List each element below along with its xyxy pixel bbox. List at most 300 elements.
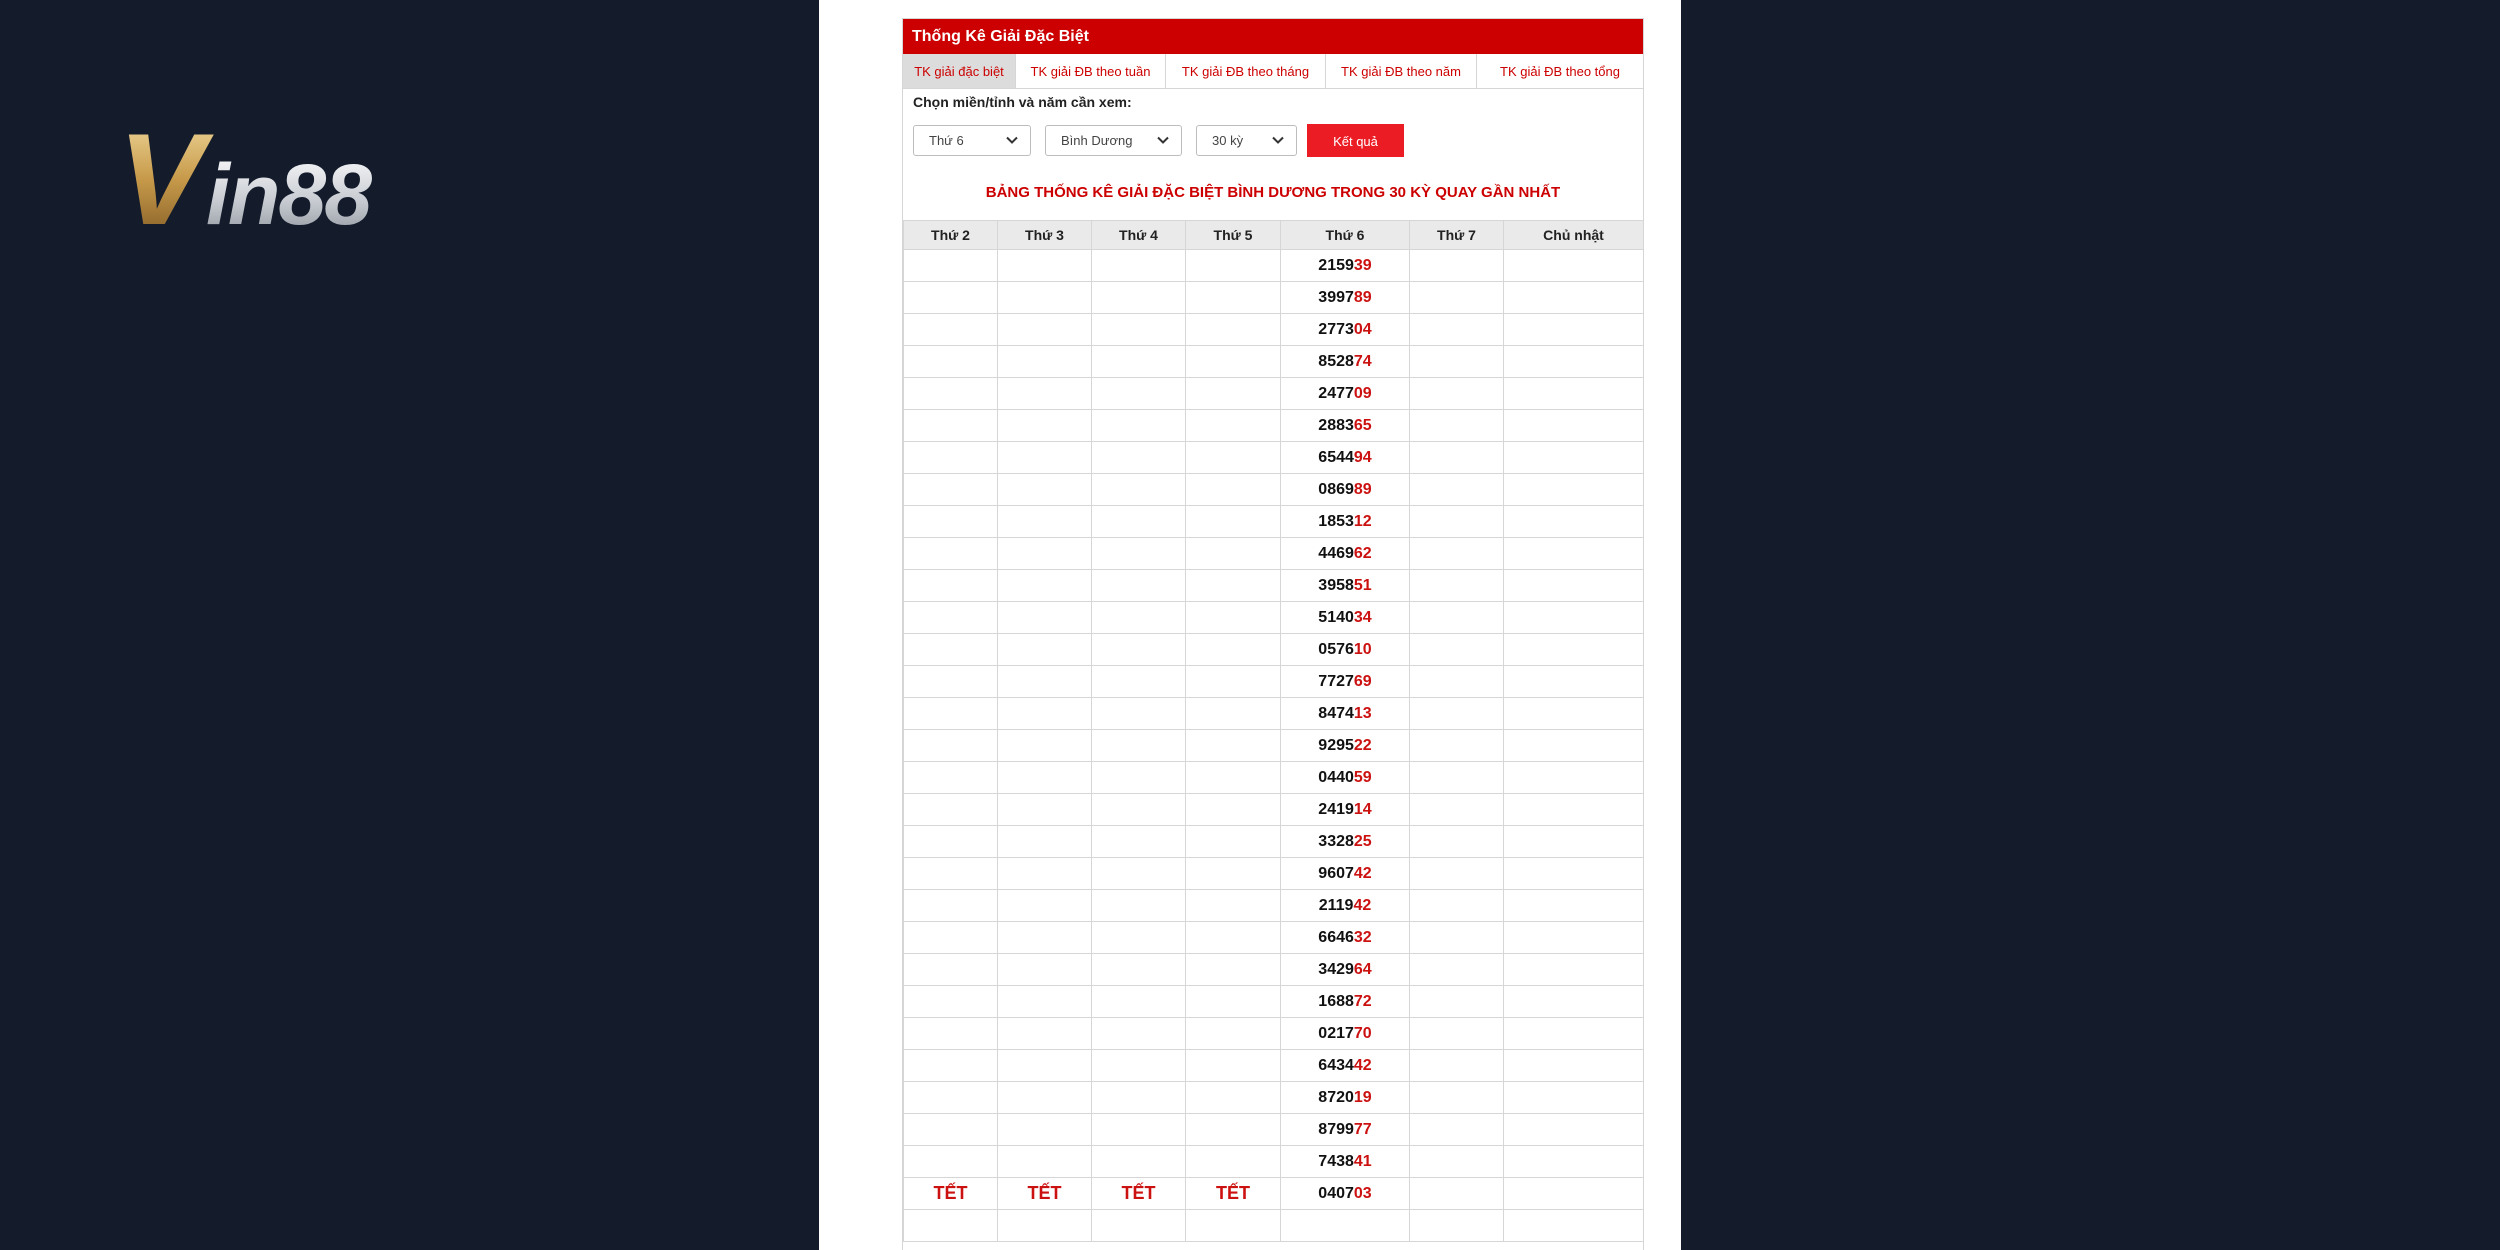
- table-cell: [998, 698, 1092, 730]
- table-cell: [1092, 442, 1186, 474]
- table-cell: [1504, 506, 1644, 538]
- result-number-head: 0407: [1318, 1184, 1354, 1202]
- table-cell: [1410, 442, 1504, 474]
- table-cell: [998, 442, 1092, 474]
- table-cell: [1186, 506, 1281, 538]
- table-cell: [1186, 570, 1281, 602]
- table-cell: [904, 666, 998, 698]
- result-number-head: 2159: [1318, 256, 1354, 274]
- table-cell: [1504, 602, 1644, 634]
- table-cell: [1504, 666, 1644, 698]
- column-header: Thứ 7: [1410, 221, 1504, 250]
- result-number-head: 1688: [1318, 992, 1354, 1010]
- table-cell: [1186, 1018, 1281, 1050]
- day-select-value: Thứ 6: [929, 133, 964, 148]
- tab-by-month[interactable]: TK giải ĐB theo tháng: [1166, 54, 1326, 88]
- tab-bar: [903, 54, 1643, 89]
- table-cell: [1281, 698, 1410, 730]
- table-cell: [904, 858, 998, 890]
- table-cell: [1281, 602, 1410, 634]
- table-cell: [904, 1146, 998, 1178]
- table-cell: [904, 698, 998, 730]
- table-cell: [1281, 922, 1410, 954]
- result-number-head: 4469: [1318, 544, 1354, 562]
- table-cell: [1092, 794, 1186, 826]
- result-number-head: 6434: [1318, 1056, 1354, 1074]
- table-cell: [1504, 954, 1644, 986]
- table-cell: [1186, 634, 1281, 666]
- table-cell: [904, 410, 998, 442]
- table-row: [904, 1082, 1644, 1114]
- table-cell: [1092, 890, 1186, 922]
- result-number-tail: 12: [1353, 512, 1372, 530]
- table-cell: [998, 954, 1092, 986]
- table-cell: [1092, 410, 1186, 442]
- result-number-tail: 34: [1353, 608, 1372, 626]
- table-cell: [998, 314, 1092, 346]
- table-cell: [1092, 954, 1186, 986]
- tab-by-total[interactable]: TK giải ĐB theo tổng: [1500, 63, 1620, 79]
- table-cell: [904, 602, 998, 634]
- period-select-value: 30 kỳ: [1212, 133, 1244, 148]
- table-cell: [1186, 890, 1281, 922]
- table-cell: [998, 762, 1092, 794]
- table-cell: [1504, 1018, 1644, 1050]
- result-number-head: 2883: [1318, 416, 1354, 434]
- chevron-down-icon: [1271, 133, 1285, 147]
- table-cell: [1410, 1210, 1504, 1242]
- result-number-tail: 03: [1353, 1184, 1372, 1202]
- result-number-tail: 13: [1353, 704, 1372, 722]
- table-cell: [1410, 1178, 1504, 1210]
- table-cell: [998, 730, 1092, 762]
- table-row: [904, 506, 1644, 538]
- result-number-head: 3958: [1318, 576, 1354, 594]
- result-number-tail: 09: [1353, 384, 1372, 402]
- table-cell: [1410, 410, 1504, 442]
- table-cell: [1410, 954, 1504, 986]
- table-cell: [904, 986, 998, 1018]
- table-cell: [998, 538, 1092, 570]
- column-header: Thứ 5: [1186, 221, 1281, 250]
- table-cell: [1410, 1082, 1504, 1114]
- table-cell: [1410, 570, 1504, 602]
- table-cell: [904, 570, 998, 602]
- table-cell: [998, 570, 1092, 602]
- table-row: [904, 250, 1644, 282]
- table-cell: [1281, 730, 1410, 762]
- table-cell: [904, 890, 998, 922]
- table-cell: [904, 826, 998, 858]
- table-cell: [1186, 602, 1281, 634]
- table-cell: [1186, 1210, 1281, 1242]
- table-cell: [1504, 250, 1644, 282]
- table-cell: [1504, 282, 1644, 314]
- table-cell: [1092, 730, 1186, 762]
- result-number-tail: 89: [1353, 288, 1372, 306]
- table-cell: [904, 282, 998, 314]
- table-cell: [1186, 1050, 1281, 1082]
- column-header: Thứ 4: [1092, 221, 1186, 250]
- table-cell: [1410, 666, 1504, 698]
- table-cell: [1410, 346, 1504, 378]
- table-cell: [1281, 794, 1410, 826]
- result-number-tail: 42: [1353, 1056, 1372, 1074]
- table-cell: [1410, 730, 1504, 762]
- result-number-tail: 04: [1353, 320, 1372, 338]
- table-row: [904, 378, 1644, 410]
- table-cell: [904, 1018, 998, 1050]
- table-cell: [1092, 1018, 1186, 1050]
- table-title: BẢNG THỐNG KÊ GIẢI ĐẶC BIỆT BÌNH DƯƠNG TRONG 30 KỲ QUAY GẦN NHẤT: [985, 184, 1561, 201]
- table-cell: [1504, 314, 1644, 346]
- result-number-head: 8474: [1318, 704, 1354, 722]
- table-row: [904, 1114, 1644, 1146]
- table-cell: [1410, 1050, 1504, 1082]
- table-cell: [1281, 442, 1410, 474]
- table-cell: [1410, 890, 1504, 922]
- table-cell: [1186, 1178, 1281, 1210]
- table-cell: [904, 762, 998, 794]
- result-number-tail: 25: [1353, 832, 1372, 850]
- table-cell: [1504, 1178, 1644, 1210]
- table-row: [904, 1050, 1644, 1082]
- table-cell: [1504, 1114, 1644, 1146]
- table-cell: [1281, 314, 1410, 346]
- table-header-row: [904, 221, 1644, 250]
- table-cell: [904, 634, 998, 666]
- vin88-logo: [118, 118, 488, 238]
- table-row: [904, 314, 1644, 346]
- table-cell: [1186, 826, 1281, 858]
- table-cell: [1410, 1114, 1504, 1146]
- result-number-tail: 10: [1353, 640, 1372, 658]
- table-cell: [1410, 858, 1504, 890]
- table-cell: [1504, 762, 1644, 794]
- table-cell: [1092, 474, 1186, 506]
- table-cell: [1281, 1018, 1410, 1050]
- result-number-head: 0217: [1318, 1024, 1354, 1042]
- table-row: [904, 1018, 1644, 1050]
- result-number-tail: 94: [1353, 448, 1372, 466]
- table-cell: [1092, 1146, 1186, 1178]
- column-header: Thứ 6: [1281, 221, 1410, 250]
- result-number-head: 5140: [1318, 608, 1354, 626]
- table-cell: [1504, 1082, 1644, 1114]
- table-cell: [1092, 602, 1186, 634]
- table-cell: [904, 538, 998, 570]
- table-cell: [1410, 634, 1504, 666]
- table-cell: [998, 1210, 1092, 1242]
- table-cell: [1186, 730, 1281, 762]
- table-cell: [1281, 666, 1410, 698]
- table-cell: [1504, 890, 1644, 922]
- table-cell: [904, 346, 998, 378]
- result-number-head: 2119: [1318, 896, 1354, 914]
- table-cell: [998, 986, 1092, 1018]
- table-row: [904, 442, 1644, 474]
- results-table: [903, 220, 1644, 1242]
- table-cell: [998, 1114, 1092, 1146]
- table-cell: [904, 506, 998, 538]
- table-cell: [998, 250, 1092, 282]
- table-cell: [998, 346, 1092, 378]
- province-select[interactable]: [1045, 125, 1182, 156]
- filter-label: Chọn miền/tỉnh và năm cần xem:: [913, 94, 1132, 110]
- tab-by-week[interactable]: TK giải ĐB theo tuần: [1016, 54, 1166, 88]
- result-number-head: 6646: [1318, 928, 1354, 946]
- result-number-head: 0869: [1318, 480, 1354, 498]
- table-cell: [1410, 698, 1504, 730]
- result-number-tail: 69: [1353, 672, 1372, 690]
- table-cell: [1092, 1114, 1186, 1146]
- result-number-tail: 65: [1353, 416, 1372, 434]
- table-row: [904, 986, 1644, 1018]
- table-cell: [1186, 922, 1281, 954]
- table-cell: [1504, 410, 1644, 442]
- table-row: [904, 890, 1644, 922]
- result-number-head: 9295: [1318, 736, 1354, 754]
- table-cell: [1504, 730, 1644, 762]
- table-cell: [1281, 570, 1410, 602]
- table-cell: [1281, 986, 1410, 1018]
- table-cell: [1092, 986, 1186, 1018]
- table-cell: [1092, 378, 1186, 410]
- table-cell: [904, 1210, 998, 1242]
- table-cell: [1186, 986, 1281, 1018]
- table-cell: [1281, 762, 1410, 794]
- table-cell: [1186, 1146, 1281, 1178]
- table-cell: [904, 474, 998, 506]
- table-cell: [1186, 378, 1281, 410]
- table-row: [904, 826, 1644, 858]
- table-cell: [1410, 794, 1504, 826]
- day-select[interactable]: [913, 125, 1031, 156]
- table-cell: [1504, 474, 1644, 506]
- table-cell: [1281, 538, 1410, 570]
- table-cell: [904, 250, 998, 282]
- result-number-tail: 77: [1353, 1120, 1372, 1138]
- chevron-down-icon: [1005, 133, 1019, 147]
- table-row: [904, 1146, 1644, 1178]
- tab-by-year[interactable]: TK giải ĐB theo năm: [1326, 54, 1477, 88]
- result-number-tail: 72: [1353, 992, 1372, 1010]
- tet-label: TẾT: [1027, 1183, 1062, 1203]
- table-row: [904, 762, 1644, 794]
- table-cell: [1092, 666, 1186, 698]
- table-cell: [1281, 1178, 1410, 1210]
- table-cell: [1186, 794, 1281, 826]
- table-cell: [1186, 410, 1281, 442]
- table-cell: [998, 1050, 1092, 1082]
- table-cell: [1410, 378, 1504, 410]
- table-cell: [1092, 506, 1186, 538]
- table-cell: [1504, 634, 1644, 666]
- result-number-tail: 70: [1353, 1024, 1372, 1042]
- period-select[interactable]: [1196, 125, 1297, 156]
- table-cell: [998, 634, 1092, 666]
- table-cell: [1504, 794, 1644, 826]
- table-cell: [904, 922, 998, 954]
- table-cell: [998, 1146, 1092, 1178]
- table-cell: [998, 1178, 1092, 1210]
- table-cell: [998, 602, 1092, 634]
- table-cell: [904, 442, 998, 474]
- table-cell: [998, 826, 1092, 858]
- table-cell: [1281, 858, 1410, 890]
- table-row: [904, 570, 1644, 602]
- table-cell: [1410, 826, 1504, 858]
- content-page: [819, 0, 1681, 1250]
- table-cell: [998, 378, 1092, 410]
- result-number-tail: 22: [1353, 736, 1372, 754]
- table-cell: [1186, 538, 1281, 570]
- table-row: [904, 730, 1644, 762]
- result-number-head: 3429: [1318, 960, 1354, 978]
- table-cell: [1281, 954, 1410, 986]
- table-cell: [1281, 1146, 1410, 1178]
- table-cell: [1186, 282, 1281, 314]
- result-number-tail: 41: [1353, 1152, 1372, 1170]
- table-row: [904, 922, 1644, 954]
- panel-title: Thống Kê Giải Đặc Biệt: [903, 19, 1643, 54]
- table-cell: [904, 1114, 998, 1146]
- table-cell: [1281, 506, 1410, 538]
- table-row: [904, 282, 1644, 314]
- table-cell: [998, 666, 1092, 698]
- result-number-head: 2773: [1318, 320, 1354, 338]
- table-row: [904, 538, 1644, 570]
- table-cell: [1092, 1082, 1186, 1114]
- tab-special-prize[interactable]: TK giải đặc biệt: [903, 54, 1016, 88]
- table-cell: [904, 730, 998, 762]
- result-number-tail: 42: [1353, 864, 1372, 882]
- table-cell: [1410, 314, 1504, 346]
- result-button[interactable]: Kết quả: [1307, 124, 1404, 157]
- stats-panel: [902, 18, 1644, 1250]
- table-cell: [998, 890, 1092, 922]
- table-cell: [1410, 1146, 1504, 1178]
- table-cell: [1186, 250, 1281, 282]
- table-cell: [1410, 538, 1504, 570]
- table-cell: [1186, 666, 1281, 698]
- table-cell: [1092, 1210, 1186, 1242]
- table-cell: [1504, 346, 1644, 378]
- table-cell: [1504, 698, 1644, 730]
- table-cell: [1410, 282, 1504, 314]
- table-row: [904, 602, 1644, 634]
- table-cell: [998, 282, 1092, 314]
- table-cell: [1092, 282, 1186, 314]
- table-cell: [1092, 314, 1186, 346]
- table-cell: [1410, 1018, 1504, 1050]
- result-number-head: 7438: [1318, 1152, 1354, 1170]
- table-cell: [1092, 1050, 1186, 1082]
- result-number-head: 6544: [1318, 448, 1354, 466]
- table-cell: [1504, 1146, 1644, 1178]
- result-number-tail: 74: [1353, 352, 1372, 370]
- table-cell: [904, 794, 998, 826]
- result-number-tail: 62: [1353, 544, 1372, 562]
- table-cell: [998, 506, 1092, 538]
- table-cell: [1092, 826, 1186, 858]
- table-cell: [998, 922, 1092, 954]
- table-cell: [1092, 762, 1186, 794]
- table-cell: [1092, 698, 1186, 730]
- table-cell: [998, 410, 1092, 442]
- table-cell: [1504, 826, 1644, 858]
- filter-row: [903, 112, 1643, 162]
- result-number-head: 9607: [1318, 864, 1354, 882]
- result-number-head: 2419: [1318, 800, 1354, 818]
- table-cell: [998, 474, 1092, 506]
- result-number-head: 3997: [1318, 288, 1354, 306]
- table-cell: [1186, 858, 1281, 890]
- table-cell: [1092, 570, 1186, 602]
- table-cell: [1281, 1114, 1410, 1146]
- table-cell: [1186, 1082, 1281, 1114]
- logo-text-vin: V: [118, 118, 205, 238]
- table-cell: [1410, 474, 1504, 506]
- table-row: [904, 346, 1644, 378]
- table-cell: [904, 1178, 998, 1210]
- table-cell: [998, 1082, 1092, 1114]
- table-row: [904, 794, 1644, 826]
- result-number-head: 3328: [1318, 832, 1354, 850]
- table-cell: [998, 794, 1092, 826]
- table-cell: [1281, 890, 1410, 922]
- result-number-head: 8720: [1318, 1088, 1354, 1106]
- table-cell: [1281, 826, 1410, 858]
- table-cell: [1092, 922, 1186, 954]
- result-number-head: 7727: [1318, 672, 1354, 690]
- table-cell: [1281, 474, 1410, 506]
- table-row: [904, 698, 1644, 730]
- table-cell: [1186, 698, 1281, 730]
- table-cell: [1504, 442, 1644, 474]
- tet-label: TẾT: [1121, 1183, 1156, 1203]
- chevron-down-icon: [1156, 133, 1170, 147]
- table-cell: [1092, 538, 1186, 570]
- result-number-tail: 89: [1353, 480, 1372, 498]
- table-row: [904, 1210, 1644, 1242]
- table-cell: [1186, 314, 1281, 346]
- table-cell: [998, 858, 1092, 890]
- table-cell: [1504, 378, 1644, 410]
- result-number-tail: 19: [1353, 1088, 1372, 1106]
- table-cell: [1281, 634, 1410, 666]
- table-cell: [1186, 346, 1281, 378]
- table-cell: [1504, 570, 1644, 602]
- table-cell: [1186, 442, 1281, 474]
- table-cell: [1092, 250, 1186, 282]
- table-cell: [1186, 474, 1281, 506]
- table-cell: [1186, 762, 1281, 794]
- logo-text-rest: in88: [206, 147, 371, 238]
- table-row: [904, 954, 1644, 986]
- table-cell: [1281, 1082, 1410, 1114]
- table-cell: [998, 1018, 1092, 1050]
- table-cell: [1186, 1114, 1281, 1146]
- result-number-head: 0440: [1318, 768, 1354, 786]
- table-cell: [1281, 378, 1410, 410]
- table-cell: [1504, 538, 1644, 570]
- table-cell: [1092, 858, 1186, 890]
- table-cell: [1410, 250, 1504, 282]
- table-cell: [1504, 858, 1644, 890]
- result-number-head: 0576: [1318, 640, 1354, 658]
- column-header: Thứ 2: [904, 221, 998, 250]
